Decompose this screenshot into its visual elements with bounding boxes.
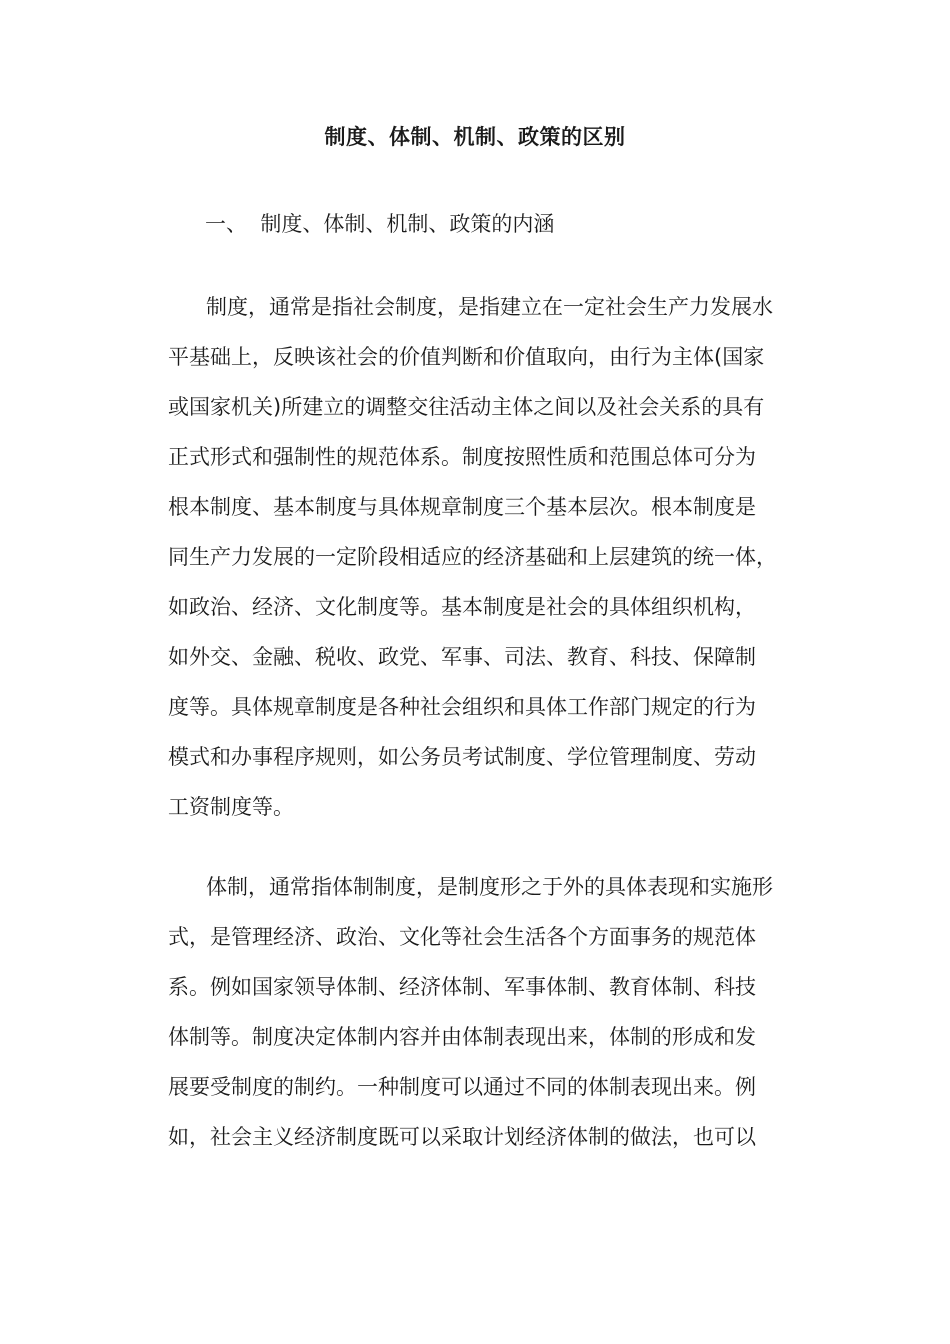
section-heading: 一、 制度、体制、机制、政策的内涵 <box>205 212 555 236</box>
paragraph-line: 如政治、经济、文化制度等。基本制度是社会的具体组织机构， <box>168 595 756 619</box>
paragraph-line: 度等。具体规章制度是各种社会组织和具体工作部门规定的行为 <box>168 695 756 719</box>
paragraph-line: 如外交、金融、税收、政党、军事、司法、教育、科技、保障制 <box>168 645 756 669</box>
paragraph-line: 模式和办事程序规则，如公务员考试制度、学位管理制度、劳动 <box>168 745 756 769</box>
paragraph-line: 式，是管理经济、政治、文化等社会生活各个方面事务的规范体 <box>168 925 756 949</box>
document-title: 制度、体制、机制、政策的区别 <box>324 125 626 149</box>
paragraph-line: 工资制度等。 <box>168 795 294 819</box>
paragraph-line: 展要受制度的制约。一种制度可以通过不同的体制表现出来。例 <box>168 1075 756 1099</box>
paragraph-system <box>168 862 793 1162</box>
paragraph-line: 体制，通常指体制制度，是制度形之于外的具体表现和实施形 <box>206 875 773 899</box>
paragraph-line: 正式形式和强制性的规范体系。制度按照性质和范围总体可分为 <box>168 445 756 469</box>
paragraph-line: 系。例如国家领导体制、经济体制、军事体制、教育体制、科技 <box>168 975 756 999</box>
paragraph-line: 平基础上，反映该社会的价值判断和价值取向，由行为主体(国家 <box>168 345 765 369</box>
paragraph-line: 体制等。制度决定体制内容并由体制表现出来，体制的形成和发 <box>168 1025 756 1049</box>
paragraph-line: 根本制度、基本制度与具体规章制度三个基本层次。根本制度是 <box>168 495 756 519</box>
paragraph-line: 或国家机关)所建立的调整交往活动主体之间以及社会关系的具有 <box>168 395 765 419</box>
paragraph-institution <box>168 282 793 832</box>
paragraph-line: 制度，通常是指社会制度，是指建立在一定社会生产力发展水 <box>206 295 773 319</box>
paragraph-line: 同生产力发展的一定阶段相适应的经济基础和上层建筑的统一体， <box>168 545 777 569</box>
paragraph-line: 如，社会主义经济制度既可以采取计划经济体制的做法，也可以 <box>168 1125 756 1149</box>
